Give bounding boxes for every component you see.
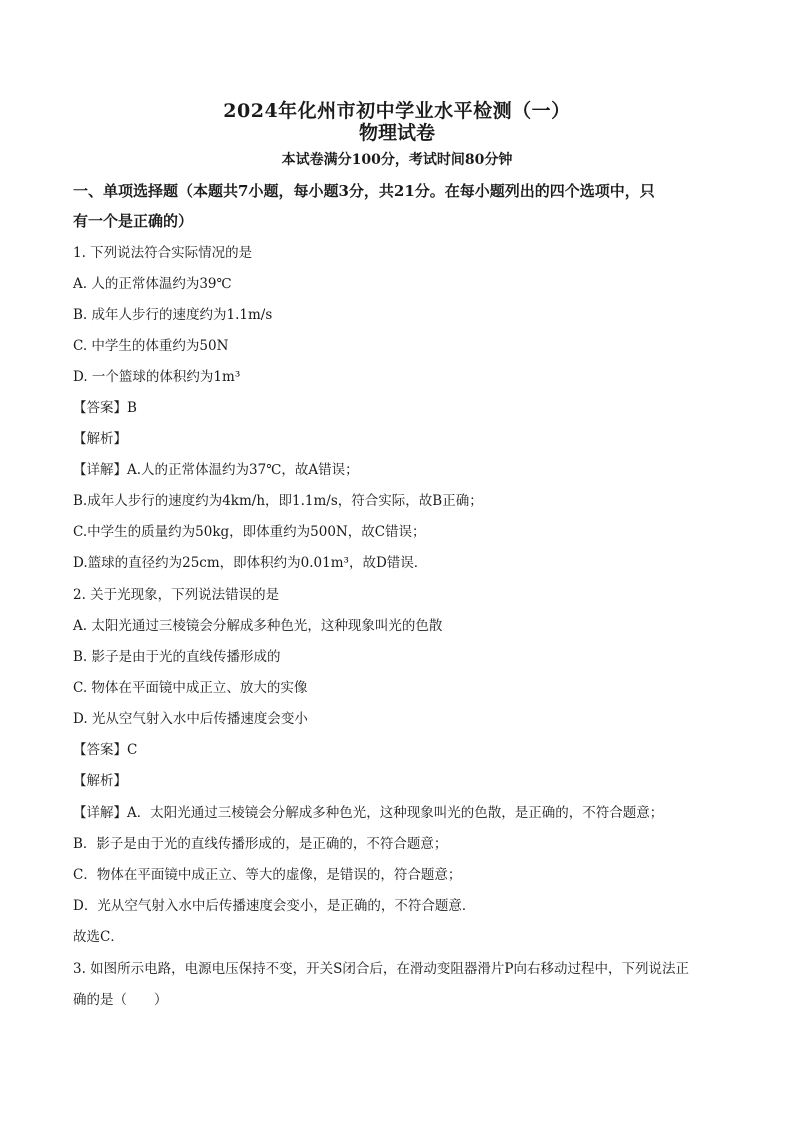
q1-detail-1: 【详解】A.人的正常体温约为37℃，故A错误； bbox=[73, 462, 359, 478]
q1-stem: 1. 下列说法符合实际情况的是 bbox=[73, 245, 253, 261]
q2-option-c: C. 物体在平面镜中成正立、放大的实像 bbox=[73, 680, 308, 696]
q2-option-d: D. 光从空气射入水中后传播速度会变小 bbox=[73, 711, 308, 727]
q3-stem-line2: 确的是（ ） bbox=[73, 992, 168, 1008]
q2-conclusion: 故选C． bbox=[73, 929, 124, 945]
q2-detail-2: B．影子是由于光的直线传播形成的，是正确的，不符合题意； bbox=[73, 836, 448, 852]
q1-option-b: B. 成年人步行的速度约为1.1m/s bbox=[73, 307, 273, 323]
section-heading-line1: 一、单项选择题（本题共7小题，每小题3分，共21分。在每小题列出的四个选项中，只 bbox=[73, 182, 655, 200]
q2-detail-3: C．物体在平面镜中成正立、等大的虚像，是错误的，符合题意； bbox=[73, 867, 462, 883]
q1-detail-4: D.篮球的直径约为25cm，即体积约为0.01m³，故D错误． bbox=[73, 555, 428, 571]
q1-answer: 【答案】B bbox=[73, 400, 137, 416]
q1-analysis-label: 【解析】 bbox=[73, 431, 127, 447]
q1-option-d: D. 一个篮球的体积约为1m³ bbox=[73, 369, 241, 385]
q2-analysis-label: 【解析】 bbox=[73, 773, 127, 789]
q2-detail-1: 【详解】A．太阳光通过三棱镜会分解成多种色光，这种现象叫光的色散，是正确的，不符合题意； bbox=[73, 805, 664, 821]
q1-detail-3: C.中学生的质量约为50kg，即体重约为500N，故C错误； bbox=[73, 524, 426, 540]
q2-option-a: A. 太阳光通过三棱镜会分解成多种色光，这种现象叫光的色散 bbox=[73, 618, 443, 634]
q2-stem: 2. 关于光现象，下列说法错误的是 bbox=[73, 587, 280, 603]
q2-answer: 【答案】C bbox=[73, 742, 138, 758]
q1-option-a: A. 人的正常体温约为39℃ bbox=[73, 276, 232, 292]
q2-detail-4: D．光从空气射入水中后传播速度会变小，是正确的，不符合题意． bbox=[73, 898, 476, 914]
exam-subtitle: 物理试卷 bbox=[358, 122, 435, 144]
q2-option-b: B. 影子是由于光的直线传播形成的 bbox=[73, 649, 281, 665]
section-heading-line2: 有一个是正确的） bbox=[73, 212, 194, 230]
q1-detail-2: B.成年人步行的速度约为4km/h，即1.1m/s，符合实际，故B正确； bbox=[73, 493, 483, 509]
q3-stem-line1: 3. 如图所示电路，电源电压保持不变，开关S闭合后，在滑动变阻器滑片P向右移动过程中，下列说法正 bbox=[73, 961, 690, 977]
exam-info: 本试卷满分100分，考试时间80分钟 bbox=[281, 152, 513, 168]
q1-option-c: C. 中学生的体重约为50N bbox=[73, 338, 229, 354]
exam-title: 2024年化州市初中学业水平检测（一） bbox=[223, 100, 571, 122]
